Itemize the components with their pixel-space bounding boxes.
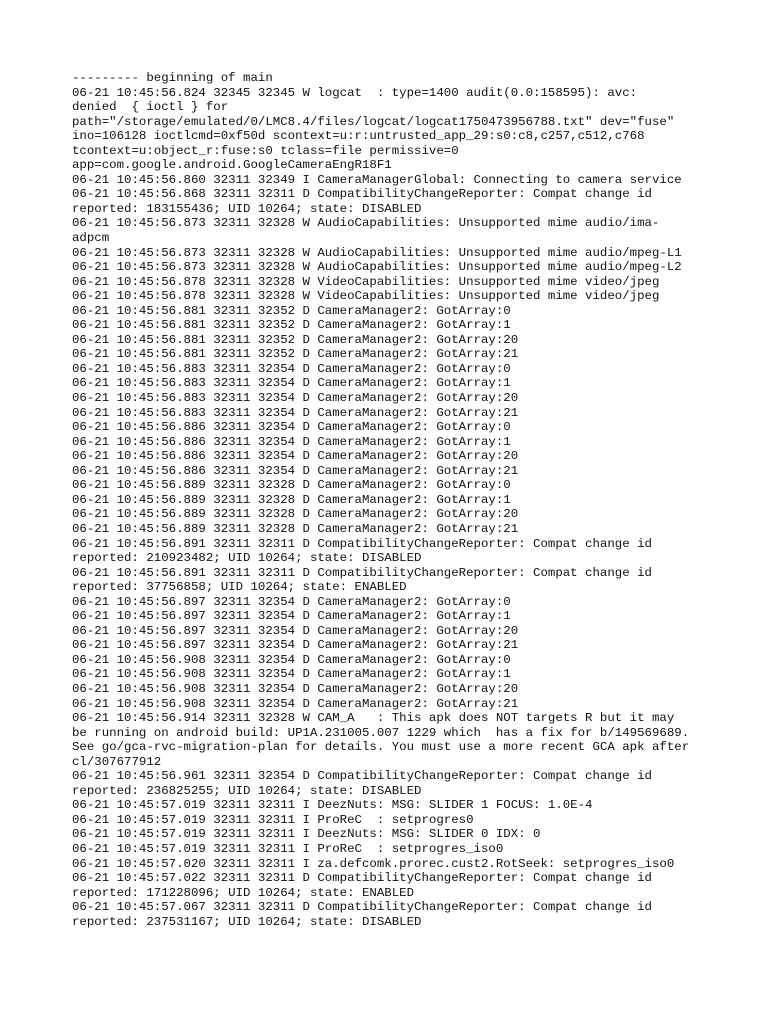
log-line: 06-21 10:45:57.019 32311 32311 I ProReC : setprogres_iso0: [72, 841, 504, 856]
log-line: 06-21 10:45:56.886 32311 32354 D CameraManager2: GotArray:0: [72, 420, 511, 435]
log-line: reported: 37756858; UID 10264; state: ENABLED: [72, 580, 407, 595]
log-line: 06-21 10:45:56.881 32311 32352 D CameraManager2: GotArray:21: [72, 347, 519, 362]
log-line: See go/gca-rvc-migration-plan for details. You must use a more recent GCA apk after: [72, 740, 690, 755]
log-line: 06-21 10:45:56.886 32311 32354 D CameraManager2: GotArray:20: [72, 449, 519, 464]
log-line: 06-21 10:45:56.883 32311 32354 D CameraManager2: GotArray:20: [72, 391, 519, 406]
log-line: 06-21 10:45:57.067 32311 32311 D CompatibilityChangeReporter: Compat change id: [72, 900, 652, 915]
log-line: 06-21 10:45:56.908 32311 32354 D CameraManager2: GotArray:21: [72, 696, 519, 711]
log-line: 06-21 10:45:56.883 32311 32354 D CameraManager2: GotArray:21: [72, 405, 519, 420]
log-line: path="/storage/emulated/0/LMC8.4/files/logcat/logcat1750473956788.txt" dev="fuse": [72, 114, 675, 129]
log-line: be running on android build: UP1A.231005.007 1229 which has a fix for b/149569689.: [72, 725, 690, 740]
log-line: reported: 210923482; UID 10264; state: DISABLED: [72, 551, 422, 566]
log-line: 06-21 10:45:56.873 32311 32328 W AudioCapabilities: Unsupported mime audio/ima-: [72, 216, 660, 231]
log-line: 06-21 10:45:56.908 32311 32354 D CameraManager2: GotArray:0: [72, 652, 511, 667]
log-line: 06-21 10:45:56.891 32311 32311 D CompatibilityChangeReporter: Compat change id: [72, 536, 652, 551]
log-line: 06-21 10:45:56.878 32311 32328 W VideoCapabilities: Unsupported mime video/jpeg: [72, 274, 660, 289]
log-line: 06-21 10:45:56.897 32311 32354 D CameraManager2: GotArray:0: [72, 594, 511, 609]
log-line: 06-21 10:45:56.889 32311 32328 D CameraManager2: GotArray:20: [72, 507, 519, 522]
log-line: 06-21 10:45:57.020 32311 32311 I za.defcomk.prorec.cust2.RotSeek: setprogres_iso0: [72, 856, 675, 871]
log-text-block: [72, 71, 712, 929]
log-line: 06-21 10:45:56.860 32311 32349 I CameraManagerGlobal: Connecting to camera service: [72, 172, 682, 187]
log-line: 06-21 10:45:56.868 32311 32311 D CompatibilityChangeReporter: Compat change id: [72, 187, 652, 202]
log-line: 06-21 10:45:56.883 32311 32354 D CameraManager2: GotArray:1: [72, 376, 511, 391]
log-line: ino=106128 ioctlcmd=0xf50d scontext=u:r:untrusted_app_29:s0:c8,c257,c512,c768: [72, 129, 645, 144]
log-header-line: --------- beginning of main: [72, 71, 273, 85]
log-line: 06-21 10:45:56.889 32311 32328 D CameraManager2: GotArray:1: [72, 492, 511, 507]
log-line: 06-21 10:45:57.019 32311 32311 I DeezNuts: MSG: SLIDER 1 FOCUS: 1.0E-4: [72, 798, 593, 813]
log-line: 06-21 10:45:56.889 32311 32328 D CameraManager2: GotArray:21: [72, 521, 519, 536]
log-line: 06-21 10:45:56.886 32311 32354 D CameraManager2: GotArray:1: [72, 434, 511, 449]
log-line: 06-21 10:45:56.908 32311 32354 D CameraManager2: GotArray:20: [72, 681, 519, 696]
log-line: 06-21 10:45:56.908 32311 32354 D CameraManager2: GotArray:1: [72, 667, 511, 682]
log-line: reported: 171228096; UID 10264; state: ENABLED: [72, 885, 415, 900]
log-line: 06-21 10:45:56.881 32311 32352 D CameraManager2: GotArray:1: [72, 318, 511, 333]
log-line: 06-21 10:45:56.897 32311 32354 D CameraManager2: GotArray:1: [72, 609, 511, 624]
log-line: reported: 237531167; UID 10264; state: DISABLED: [72, 914, 422, 929]
log-line: 06-21 10:45:57.019 32311 32311 I ProReC : setprogres0: [72, 812, 474, 827]
log-line: 06-21 10:45:56.891 32311 32311 D CompatibilityChangeReporter: Compat change id: [72, 565, 652, 580]
log-line: 06-21 10:45:56.886 32311 32354 D CameraManager2: GotArray:21: [72, 463, 519, 478]
log-line: 06-21 10:45:56.881 32311 32352 D CameraManager2: GotArray:20: [72, 332, 519, 347]
log-line: 06-21 10:45:56.914 32311 32328 W CAM_A : This apk does NOT targets R but it may: [72, 711, 675, 726]
log-line: 06-21 10:45:56.881 32311 32352 D CameraManager2: GotArray:0: [72, 303, 511, 318]
log-line: 06-21 10:45:56.961 32311 32354 D CompatibilityChangeReporter: Compat change id: [72, 769, 652, 784]
log-line: 06-21 10:45:56.897 32311 32354 D CameraManager2: GotArray:21: [72, 638, 519, 653]
log-line: 06-21 10:45:57.022 32311 32311 D CompatibilityChangeReporter: Compat change id: [72, 871, 652, 886]
log-line: cl/307677912: [72, 754, 162, 769]
log-line: reported: 236825255; UID 10264; state: DISABLED: [72, 783, 422, 798]
log-line: 06-21 10:45:56.873 32311 32328 W AudioCapabilities: Unsupported mime audio/mpeg-L2: [72, 260, 682, 275]
log-line: 06-21 10:45:56.883 32311 32354 D CameraManager2: GotArray:0: [72, 361, 511, 376]
log-line: denied { ioctl } for: [72, 100, 229, 115]
log-line: 06-21 10:45:56.889 32311 32328 D CameraManager2: GotArray:0: [72, 478, 511, 493]
log-line: tcontext=u:object_r:fuse:s0 tclass=file permissive=0: [72, 143, 459, 158]
log-line: reported: 183155436; UID 10264; state: DISABLED: [72, 201, 422, 216]
log-line: 06-21 10:45:56.824 32345 32345 W logcat : type=1400 audit(0.0:158595): avc:: [72, 85, 638, 100]
log-line: 06-21 10:45:56.873 32311 32328 W AudioCapabilities: Unsupported mime audio/mpeg-L1: [72, 245, 682, 260]
log-line: adpcm: [72, 231, 110, 246]
log-line: 06-21 10:45:56.878 32311 32328 W VideoCapabilities: Unsupported mime video/jpeg: [72, 289, 660, 304]
log-line: app=com.google.android.GoogleCameraEngR18F1: [72, 158, 392, 173]
log-line: 06-21 10:45:57.019 32311 32311 I DeezNuts: MSG: SLIDER 0 IDX: 0: [72, 827, 541, 842]
log-line: 06-21 10:45:56.897 32311 32354 D CameraManager2: GotArray:20: [72, 623, 519, 638]
